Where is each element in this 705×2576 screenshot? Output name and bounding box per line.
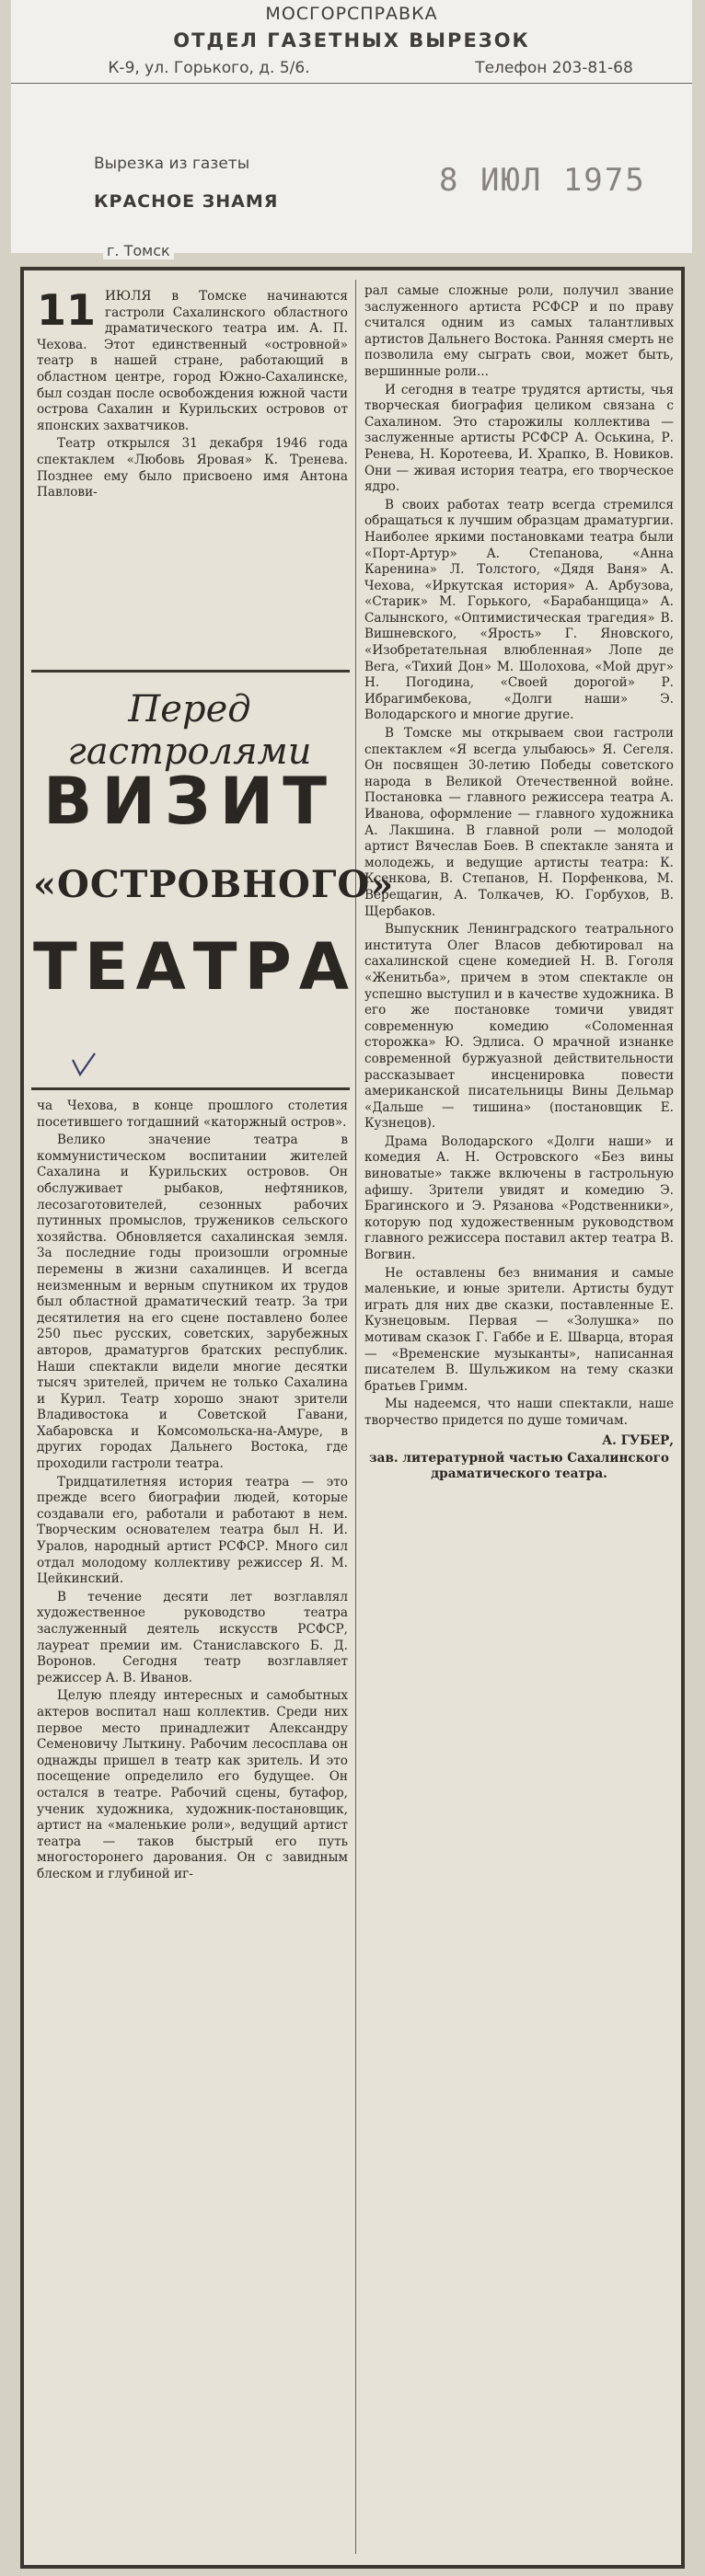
stamp-divider: [11, 83, 692, 84]
body-paragraph: В Томске мы открываем свои гастроли спектаклем «Я всегда улыбаюсь» Я. Сегеля. Он посвящен 30-летию Победы советского народа в Великой Отечественной войне. Постановка — главного режиссера театра А. Иванова, оформление — главного художника А. Лакшина. В главной роли — молодой артист Вячеслав Боев. В спектакле занята и молодежь, и ведущие артисты театра: К. Ксенкова, В. Степанов, Н. Порфенкова, М. Верещагин, А. Толкачев, Ю. Горбухов, В. Щербаков.: [364, 726, 674, 919]
body-column-left: [37, 1098, 348, 1885]
author-name: А. ГУБЕР,: [602, 1432, 674, 1448]
body-paragraph: Драма Володарского «Долги наши» и комедия А. Н. Островского «Без вины виноватые» также включены в гастрольную афишу. Зрители увидят и комедию Э. Брагинского и Э. Рязанова «Родственники», которую под художественным руководством главного режиссера поставил актер театра В. Вогвин.: [364, 1133, 674, 1263]
headline-rule-top: [31, 670, 350, 673]
headline-word-1: ВИЗИТ: [42, 764, 336, 839]
stamp-phone: Телефон 203-81-68: [475, 59, 633, 77]
body-paragraph: рал самые сложные роли, получил звание заслуженного артиста РСФСР и по праву считался одним из самых талантливых артистов Дальнего Востока. Ранняя смерть не позволила ему сыграть свои, может быть, вершинные роли...: [364, 283, 674, 379]
stamp-date: 8 ИЮЛ 1975: [439, 162, 646, 199]
clipping-bureau-stamp: [11, 0, 692, 259]
body-paragraph: Выпускник Ленинградского театрального института Олег Власов дебютировал на сахалинской сцене комедией Н. В. Гоголя «Женитьба», причем в этом спектакле он успешно выступил и в качестве художника. В его же постановке томичи увидят современную комедию «Соломенная сторожка» Ю. Эдлиса. О мрачной изнанке современной буржуазной действительности рассказывает инсценировка повести американской писательницы Вины Дельмар «Дальше — тишина» (постановщик Е. Кузнецов).: [364, 922, 674, 1132]
body-paragraph: Мы надеемся, что наши спектакли, наше творчество придется по душе томичам.: [364, 1397, 674, 1428]
pen-check-mark-icon: [70, 1051, 98, 1078]
stamp-newspaper-name: КРАСНОЕ ЗНАМЯ: [94, 191, 279, 212]
body-column-right: [364, 283, 674, 1484]
headline-rule-bottom: [31, 1087, 350, 1090]
body-paragraph: Тридцатилетняя история театра — это прежде всего биографии людей, которые создавали его, работали и работают в нем. Творческим основателем театра был Н. И. Уралов, народный артист РСФСР. Много сил отдал молодому коллективу режиссер Я. М. Цейкинский.: [37, 1474, 348, 1587]
drop-cap: 11: [37, 285, 97, 335]
newspaper-article: [20, 267, 685, 2569]
headline-word-3: ТЕАТРА: [33, 929, 356, 1005]
stamp-address: К-9, ул. Горького, д. 5/6.: [108, 59, 310, 77]
body-paragraph: В своих работах театр всегда стремился обращаться к лучшим образцам драматургии. Наиболее яркими постановками театра были «Порт-Артур» А. Степанова, «Анна Каренина» Л. Толстого, «Дядя Ваня» А. Чехова, «Иркутская история» А. Арбузова, «Старик» М. Горького, «Барабанщица» А. Салынского, «Оптимистическая трагедия» В. Вишневского, «Ярость» Г. Яновского, «Изобретательная влюбленная» Лопе де Вега, «Тихий Дон» М. Шолохова, «Мой друг» Н. Погодина, «Своей дорогой» Р. Ибрагимбекова, «Долги наши» Э. Володарского и многие другие.: [364, 497, 674, 723]
author-title: зав. литературной частью Сахалинского драматического театра.: [369, 1451, 669, 1482]
column-rule: [355, 280, 356, 2554]
body-paragraph: Не оставлены без внимания и самые маленькие, и юные зрители. Артисты будут играть для них две сказки, поставленные Е. Кузнецовым. Первая — «Золушка» по мотивам сказок Г. Габбе и Е. Шварца, вторая — «Временские музыканты», написанная писателем В. Шульжиком на тему сказки братьев Гримм.: [364, 1265, 674, 1394]
stamp-department: ОТДЕЛ ГАЗЕТНЫХ ВЫРЕЗОК: [173, 29, 530, 52]
body-paragraph: Велико значение театра в коммунистическом воспитании жителей Сахалина и Курильских островов. Он обслуживает рыбаков, нефтяников, лесозаготовителей, сезонных рабочих путинных промыслов, тружеников сельского хозяйства. Обновляется сахалинская земля. За последние годы произошли огромные перемены в жизни сахалинцев. И всегда неизменным и верным спутником их трудов был областной драматический театр. За три десятилетия на его сцене поставлено более 250 пьес русских, советских, зарубежных авторов, драматургов братских республик. Наши спектакли видели многие десятки тысяч зрителей, причем не только Сахалина и Курил. Театр хорошо знают зрители Владивостока и Советской Гавани, Хабаровска и Комсомольска-на-Амуре, в других городах Дальнего Востока, где проходили гастроли театра.: [37, 1133, 348, 1472]
stamp-city: г. Томск: [103, 242, 174, 259]
article-headline: [33, 683, 395, 1087]
lead-column: [37, 285, 348, 503]
headline-kicker: Перед гастролями: [67, 688, 312, 773]
headline-word-2: «ОСТРОВНОГО»: [33, 863, 395, 906]
lead-paragraph-2: Театр открылся 31 декабря 1946 года спектаклем «Любовь Яровая» К. Тренева. Позднее ему было присвоено имя Антона Павлови-: [37, 436, 348, 500]
body-paragraph: Целую плеяду интересных и самобытных актеров воспитал наш коллектив. Среди них первое место принадлежит Александру Семеновичу Лыткину. Рабочим лесосплава он однажды пришел в театр как зритель. И это посещение определило его будущее. Он остался в театре. Рабочий сцены, бутафор, ученик художника, художник-постановщик, артист на «маленькие роли», ведущий артист театра — таков быстрый его путь многосторонего дарования. Он с завидным блеском и глубиной иг-: [37, 1688, 348, 1881]
body-paragraph: В течение десяти лет возглавлял художественное руководство театра заслуженный деятель искусств РСФСР, лауреат премии им. Станиславского Б. Д. Воронов. Сегодня театр возглавляет режиссер А. В. Иванов.: [37, 1589, 348, 1685]
stamp-organization: МОСГОРСПРАВКА: [265, 4, 438, 24]
body-paragraph: И сегодня в театре трудятся артисты, чья творческая биография целиком связана с Сахалином. Это старожилы коллектива — заслуженные артисты РСФСР А. Оськина, Р. Ренева, Н. Коротеева, И. Храпко, В. Новиков. Они — живая история театра, его творческое ядро.: [364, 382, 674, 495]
body-paragraph: ча Чехова, в конце прошлого столетия посетившего тогдашний «каторжный остров».: [37, 1098, 348, 1130]
lead-text: ИЮЛЯ в Томске начинаются гастроли Сахалинского областного драматического театра им. А. П. Чехова. Этот единственный «островной» театр в нашей стране, работающий в областном центре, город Южно-Сахалинске, был создан после освобождения южной части острова Сахалин и Курильских островов от японских захватчиков.: [37, 289, 348, 433]
stamp-address-row: [11, 59, 692, 90]
lead-paragraph: [37, 285, 348, 434]
stamp-source-label: Вырезка из газеты: [94, 155, 250, 173]
